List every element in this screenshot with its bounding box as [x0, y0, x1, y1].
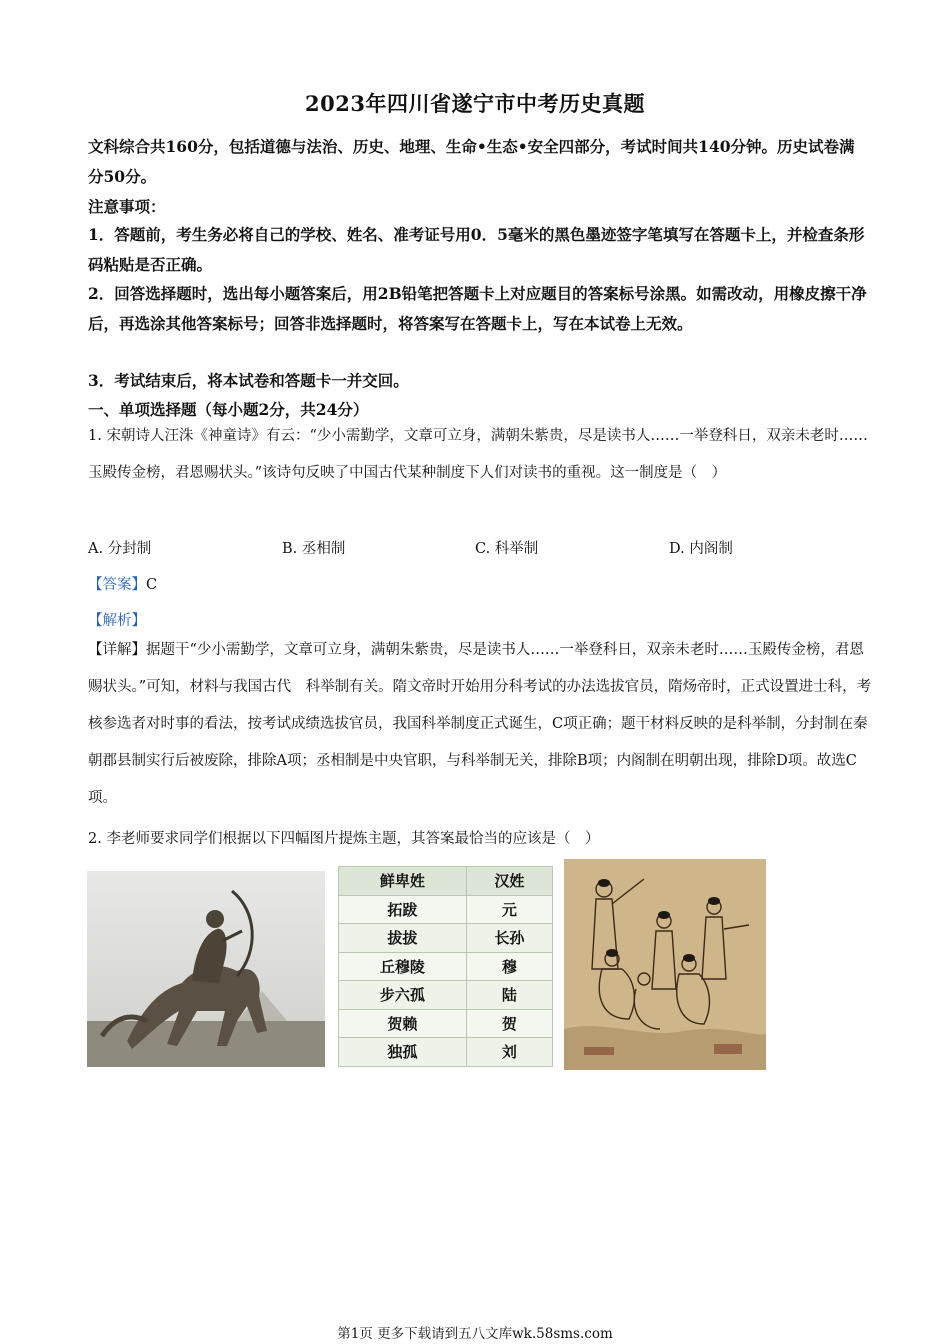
table-row [339, 1009, 553, 1038]
table-cell: 贺赖 [339, 1009, 467, 1038]
table-row [339, 895, 553, 924]
question-1-options [88, 533, 868, 563]
table-header-row [339, 867, 553, 896]
question-1-text: 1. 宋朝诗人汪洙《神童诗》有云：“少小需勤学，文章可立身，满朝朱紫贵，尽是读书人……一举登科日，双亲未老时……玉殿传金榜，君恩赐状头。”该诗句反映了中国古代某种制度下人们对读书的重视。这一制度是（ ） [88, 428, 868, 481]
option-c: C. 科举制 [475, 541, 539, 557]
detail-label: 【详解】 [88, 642, 146, 658]
musicians-mural-image [564, 859, 766, 1070]
table-cell: 拔拔 [339, 924, 467, 953]
detail-block [88, 632, 872, 817]
header-xianbei: 鲜卑姓 [339, 867, 467, 896]
detail-text: 据题干“少小需勤学，文章可立身，满朝朱紫贵，尽是读书人……一举登科日，双亲未老时……玉殿传金榜，君恩赐状头。”可知，材料与我国古代 科举制有关。隋文帝时开始用分科考试的办法选拔官员，隋炀帝时，正式设置进士科，考核参选者对时事的看法，按考试成绩选拔官员，我国科举制度正式诞生，C项正确；题干材料反映的是科举制，分封制在秦朝郡县制实行后被废除，排除A项；丞相制是中央官职，与科举制无关，排除B项；内阁制在明朝出现，排除D项。故选C项。 [88, 642, 872, 806]
page-title: 2023年四川省遂宁市中考历史真题 [305, 91, 645, 116]
option-b: B. 丞相制 [282, 541, 346, 557]
page-footer: 第1页 更多下载请到五八文库wk.58sms.com [337, 1326, 613, 1342]
table-cell: 穆 [466, 952, 552, 981]
table-cell: 元 [466, 895, 552, 924]
option-d: D. 内阁制 [669, 541, 733, 557]
table-row [339, 981, 553, 1010]
option-a: A. 分封制 [88, 541, 152, 557]
table-cell: 刘 [466, 1038, 552, 1067]
table-cell: 拓跋 [339, 895, 467, 924]
table-cell: 陆 [466, 981, 552, 1010]
answer-label: 【答案】 [88, 577, 146, 593]
notice-2: 2．回答选择题时，选出每小题答案后，用2B铅笔把答题卡上对应题目的答案标号涂黑。如需改动，用橡皮擦干净后，再选涂其他答案标号；回答非选择题时，将答案写在答题卡上，写在本试卷上无效。 [88, 284, 867, 333]
notice-1: 1．答题前，考生务必将自己的学校、姓名、准考证号用0．5毫米的黑色墨迹签字笔填写在答题卡上，并检查条形码粘贴是否正确。 [88, 225, 865, 274]
horseman-statue-image [87, 871, 325, 1067]
table-cell: 独孤 [339, 1038, 467, 1067]
table-row [339, 1038, 553, 1067]
intro-text: 文科综合共160分，包括道德与法治、历史、地理、生命•生态•安全四部分，考试时间共140分钟。历史试卷满分50分。 [88, 137, 855, 186]
mural-photo [564, 859, 766, 1070]
statue-photo [87, 871, 325, 1067]
notice-3: 3．考试结束后，将本试卷和答题卡一并交回。 [88, 371, 409, 390]
table-row [339, 952, 553, 981]
table-cell: 丘穆陵 [339, 952, 467, 981]
surname-table [338, 866, 553, 1067]
answer-line [88, 573, 157, 594]
table-cell: 贺 [466, 1009, 552, 1038]
notice-heading: 注意事项： [88, 197, 166, 216]
table-cell: 长孙 [466, 924, 552, 953]
section-heading: 一、单项选择题（每小题2分，共24分） [88, 400, 369, 419]
answer-value: C [146, 577, 158, 593]
table-row [339, 924, 553, 953]
table-cell: 步六孤 [339, 981, 467, 1010]
question-2-text: 2. 李老师要求同学们根据以下四幅图片提炼主题，其答案最恰当的应该是（ ） [88, 831, 600, 847]
header-han: 汉姓 [466, 867, 552, 896]
analysis-label: 【解析】 [88, 613, 146, 629]
